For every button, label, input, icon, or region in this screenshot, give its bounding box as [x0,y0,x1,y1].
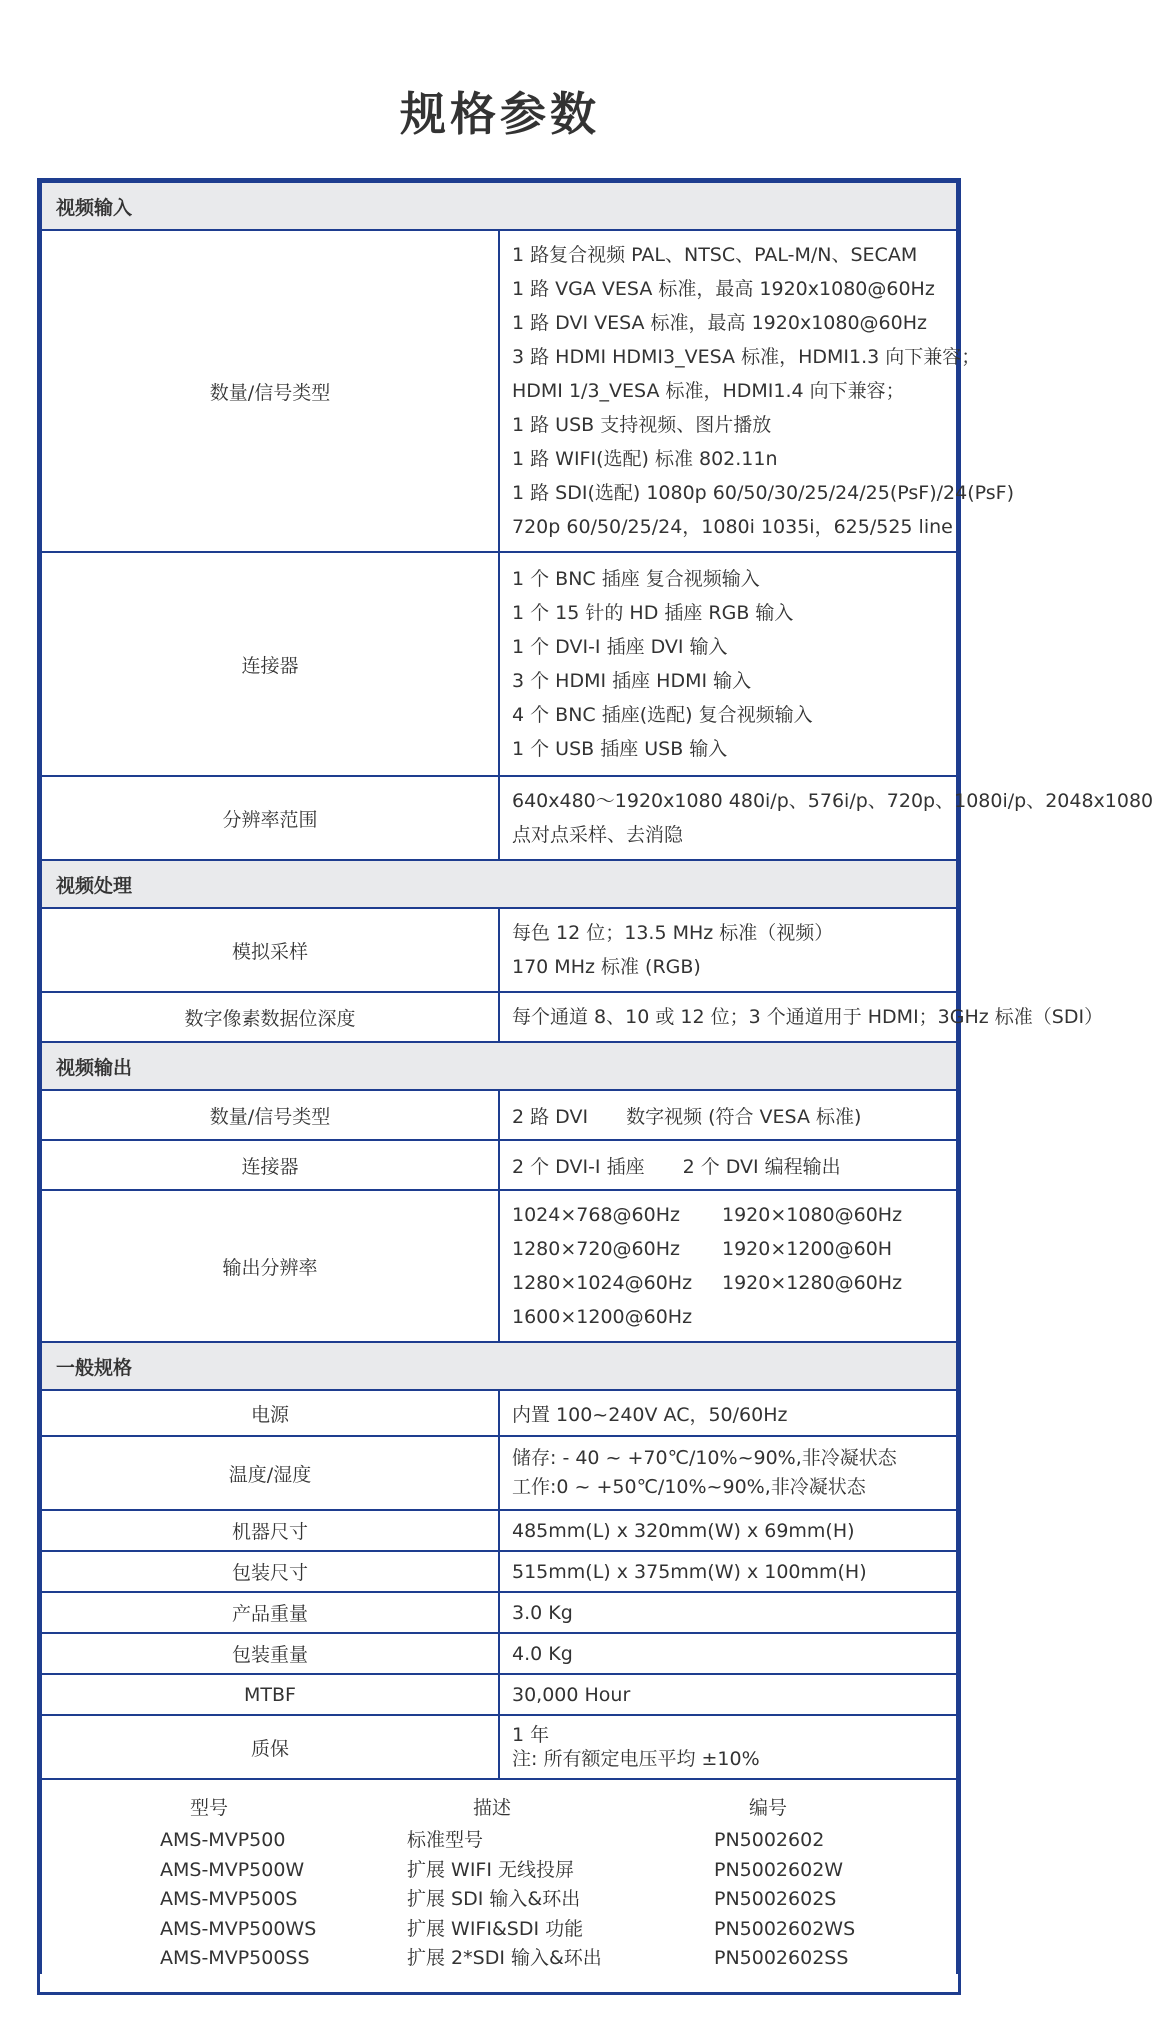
spec-value: 30,000 Hour [499,1674,957,1715]
model-cell: 标准型号 [407,1829,484,1851]
resolution-item: 1280×1024@60Hz [512,1272,693,1294]
model-grid [42,1790,956,1974]
spec-value: 3.0 Kg [499,1592,957,1633]
resolution-grid [512,1198,944,1334]
model-cell: 扩展 SDI 输入&环出 [407,1888,581,1910]
value-line: 每色 12 位；13.5 MHz 标准（视频） [512,922,834,944]
spec-label: MTBF [41,1674,499,1715]
value-line: 1 年 [512,1724,550,1746]
page-title: 规格参数 [400,87,600,141]
model-cell: AMS-MVP500 [160,1829,286,1851]
spec-label: 机器尺寸 [41,1510,499,1551]
model-cell: AMS-MVP500WS [160,1917,317,1940]
spec-label: 分辨率范围 [41,776,499,860]
value-line: 1 个 15 针的 HD 插座 RGB 输入 [512,602,794,624]
section-video-output: 视频输出 [41,1042,957,1090]
value-line: 工作:0 ~ +50℃/10%~90%,非冷凝状态 [512,1476,866,1498]
model-cell: AMS-MVP500W [160,1858,305,1881]
spec-value [499,1715,957,1779]
spec-label: 数量/信号类型 [41,230,499,552]
model-cell: 扩展 WIFI 无线投屏 [407,1858,575,1881]
value-line: 640x480～1920x1080 480i/p、576i/p、720p、1080i/p、2048x1080 [512,790,1153,812]
resolution-item: 1920×1200@60H [722,1238,893,1260]
model-cell: AMS-MVP500SS [160,1947,310,1969]
model-cell: PN5002602 [714,1829,825,1851]
spec-value: 2 个 DVI-I 插座 2 个 DVI 编程输出 [499,1140,957,1190]
spec-label: 模拟采样 [41,908,499,992]
resolution-item: 1600×1200@60Hz [512,1306,693,1328]
model-cell: AMS-MVP500S [160,1888,298,1910]
spec-label: 输出分辨率 [41,1190,499,1342]
model-table [41,1779,957,1974]
resolution-item: 1920×1080@60Hz [722,1204,903,1226]
value-line: 1 个 DVI-I 插座 DVI 输入 [512,636,728,658]
spec-value [499,776,1153,860]
spec-label: 包装重量 [41,1633,499,1674]
value-line: 1 路 DVI VESA 标准，最高 1920x1080@60Hz [512,312,927,334]
resolution-item: 1024×768@60Hz [512,1204,680,1226]
value-line: 1 个 BNC 插座 复合视频输入 [512,568,760,590]
section-general: 一般规格 [41,1342,957,1390]
value-line: 注: 所有额定电压平均 ±10% [512,1748,760,1770]
model-cell: PN5002602WS [714,1917,856,1940]
value-line: 3 路 HDMI HDMI3_VESA 标准，HDMI1.3 向下兼容； [512,346,981,368]
spec-label: 包装尺寸 [41,1551,499,1592]
spec-value [499,908,957,992]
spec-label: 电源 [41,1390,499,1436]
model-cell: 扩展 2*SDI 输入&环出 [407,1947,602,1969]
spec-value: 485mm(L) x 320mm(W) x 69mm(H) [499,1510,957,1551]
value-line: 1 路 WIFI(选配) 标准 802.11n [512,448,778,470]
spec-value [499,1190,957,1342]
model-header: 描述 [473,1797,512,1819]
model-cell: PN5002602W [714,1858,844,1881]
value-line: 4 个 BNC 插座(选配) 复合视频输入 [512,704,813,726]
spec-value: 4.0 Kg [499,1633,957,1674]
section-video-processing: 视频处理 [41,860,957,908]
spec-label: 数字像素数据位深度 [41,992,499,1042]
model-cell: 扩展 WIFI&SDI 功能 [407,1917,584,1940]
spec-label: 连接器 [41,1140,499,1190]
value-line: HDMI 1/3_VESA 标准，HDMI1.4 向下兼容； [512,380,905,402]
value-line: 1 路 USB 支持视频、图片播放 [512,414,772,436]
spec-label: 数量/信号类型 [41,1090,499,1140]
spec-value: 515mm(L) x 375mm(W) x 100mm(H) [499,1551,957,1592]
value-line: 170 MHz 标准 (RGB) [512,956,701,978]
spec-sheet [37,178,1153,1995]
spec-label: 产品重量 [41,1592,499,1633]
spec-label: 温度/湿度 [41,1436,499,1510]
value-line: 每个通道 8、10 或 12 位；3 个通道用于 HDMI；3GHz 标准（SDI） [512,1006,1104,1028]
value-line: 点对点采样、去消隐 [512,824,684,846]
section-video-input: 视频输入 [41,182,957,230]
spec-value: 2 路 DVI 数字视频 (符合 VESA 标准) [499,1090,957,1140]
value-line: 1 个 USB 插座 USB 输入 [512,738,728,760]
model-cell: PN5002602SS [714,1947,849,1969]
model-header: 编号 [749,1797,788,1819]
spec-label: 连接器 [41,552,499,776]
spec-value [499,230,1014,552]
spec-value: 内置 100~240V AC，50/60Hz [499,1390,957,1436]
model-header: 型号 [190,1797,229,1819]
value-line: 储存: - 40 ~ +70℃/10%~90%,非冷凝状态 [512,1447,897,1469]
value-line: 1 路 VGA VESA 标准，最高 1920x1080@60Hz [512,278,935,300]
spec-label: 质保 [41,1715,499,1779]
resolution-item: 1280×720@60Hz [512,1238,680,1260]
value-line: 1 路 SDI(选配) 1080p 60/50/30/25/24/25(PsF)/24(PsF) [512,482,1014,504]
value-line: 1 路复合视频 PAL、NTSC、PAL-M/N、SECAM [512,244,918,266]
model-cell: PN5002602S [714,1888,837,1910]
spec-value [499,1436,957,1510]
spec-table [40,181,1153,1974]
value-line: 720p 60/50/25/24，1080i 1035i，625/525 line [512,516,953,538]
resolution-item: 1920×1280@60Hz [722,1272,903,1294]
spec-value [499,552,957,776]
spec-value [499,992,1104,1042]
value-line: 3 个 HDMI 插座 HDMI 输入 [512,670,752,692]
